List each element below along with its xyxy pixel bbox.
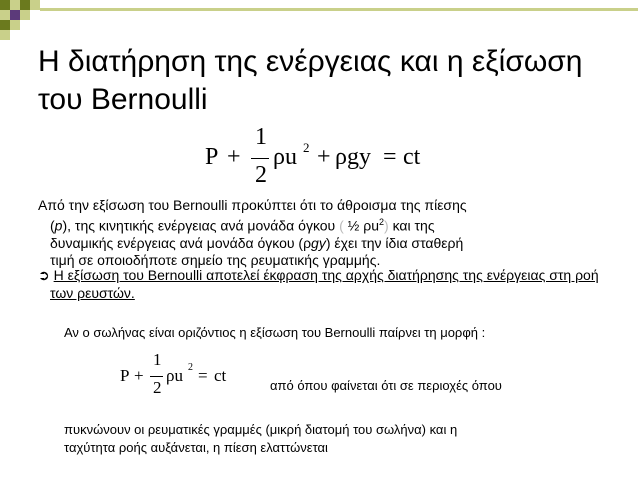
corner-decoration xyxy=(0,0,638,40)
paragraph-text: τιμή σε οποιοδήποτε σημείο της ρευματικής γραμμής. xyxy=(50,251,381,268)
paragraph-text: δυναμικής ενέργειας ανά μονάδα όγκου (ρ xyxy=(50,234,312,251)
eq-equals: = xyxy=(383,144,397,170)
eq-pressure: P xyxy=(120,366,130,385)
kinetic-term: ½ ρu xyxy=(347,217,379,234)
eq-numerator: 1 xyxy=(255,124,267,150)
paragraph-text: και της xyxy=(388,217,435,234)
eq-rho-gy: ρgy xyxy=(335,144,371,170)
pressure-symbol: p xyxy=(54,217,63,234)
eq-exponent: 2 xyxy=(303,140,310,155)
eq-denominator: 2 xyxy=(255,162,267,188)
horizontal-bernoulli-equation xyxy=(120,352,240,400)
bernoulli-equation xyxy=(205,124,445,190)
conservation-paragraph xyxy=(38,267,625,302)
eq-numerator: 1 xyxy=(153,350,162,369)
conclusion-line-2: ταχύτητα ροής αυξάνεται, η πίεση ελαττώνεται xyxy=(64,440,328,455)
conclusion-start: από όπου φαίνεται ότι σε περιοχές όπου xyxy=(270,378,502,393)
eq-rho-u: ρu xyxy=(166,366,183,385)
eq-constant: ct xyxy=(403,144,421,170)
eq-fraction-bar xyxy=(150,376,163,377)
bracket-left: ( xyxy=(339,217,344,234)
eq-exponent: 2 xyxy=(188,362,193,373)
arrow-bullet-icon: ➲ xyxy=(38,268,50,284)
paragraph-text: ) έχει την ίδια σταθερή xyxy=(325,234,464,251)
potential-symbol: gy xyxy=(311,234,326,251)
horizontal-pipe-note: Αν ο σωλήνας είναι οριζόντιος η εξίσωση του Bernoulli παίρνει τη μορφή : xyxy=(64,325,486,340)
kinetic-exponent: 2 xyxy=(379,217,385,227)
eq-rho-u: ρu xyxy=(273,144,297,170)
eq-equals: = xyxy=(198,366,208,385)
eq-fraction-bar xyxy=(251,158,269,159)
paragraph-text: Από την εξίσωση του Bernoulli προκύπτει ότι το άθροισμα της πίεσης xyxy=(38,197,467,213)
paragraph-text: ( xyxy=(50,217,55,234)
bracket-right: ) xyxy=(384,217,389,234)
conclusion-line-1: πυκνώνουν οι ρευματικές γραμμές (μικρή διατομή του σωλήνα) και η xyxy=(64,422,458,437)
paragraph-text: ), της κινητικής ενέργειας ανά μονάδα όγκου xyxy=(62,217,336,234)
eq-pressure: P xyxy=(205,144,219,170)
conservation-text: Η εξίσωση του Bernoulli αποτελεί έκφραση της αρχής διατήρησης της ενέργειας στη ροή των ρευστών. xyxy=(50,267,599,301)
eq-plus: + xyxy=(134,366,144,385)
slide-title: Η διατήρηση της ενέργειας και η εξίσωση του Bernoulli xyxy=(38,45,583,116)
eq-denominator: 2 xyxy=(153,378,162,397)
eq-plus: + xyxy=(227,144,241,170)
eq-plus: + xyxy=(317,144,331,170)
eq-constant: ct xyxy=(214,366,227,385)
explanation-paragraph xyxy=(38,197,625,269)
